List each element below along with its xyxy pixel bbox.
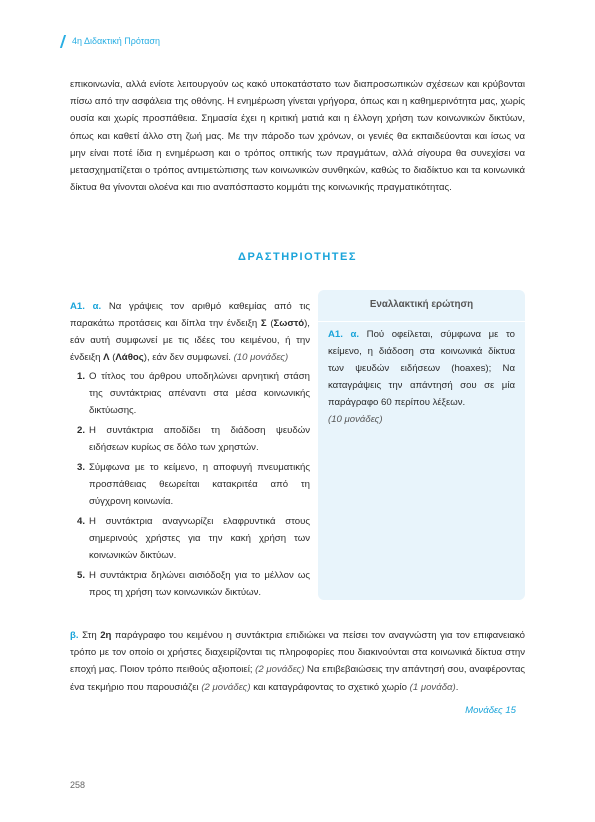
total-marks: Μονάδες 15 [465,705,516,716]
question-b [70,627,525,696]
question-a1-marks: (10 μονάδες) [233,352,289,363]
alternative-question-body [318,322,525,428]
true-letter: Σ [260,318,267,329]
q-text-2: ( [266,318,274,329]
item-number: 4. [77,516,86,527]
list-item [70,513,310,564]
alternative-question-title: Εναλλακτική ερώτηση [318,290,525,322]
item-text: Ο τίτλος του άρθρου υποδηλώνει αρνητική στάση της συντάκτριας απέναντι στα μέσα κοινωνικής δικτύωσης. [89,371,310,416]
list-item [70,567,310,601]
question-a1 [70,298,310,604]
b-text-2: παράγραφο του κειμένου η συντάκτρια επιδιώκει να πείσει τον αναγνώστη για τον επιφανειακό τρόπο με τον οποίο οι χρήστες διαχειρίζονται τις πληροφορίες που διακινούνται στα κοινωνικά δίκτυα στην εποχή μας. Ποιον τρόπο πειθούς αξιοποιεί; [70,630,525,676]
intro-paragraph: επικοινωνία, αλλά ενίοτε λειτουργούν ως κακό υποκατάστατο των διαπροσωπικών σχέσεων και κρύβονται πίσω από την ασφάλεια της οθόνης. Η ενημέρωση γίνεται γρήγορα, όπως και η καθημερινότητα μας, χωρίς ουσία και χωρίς προσπάθεια. Σημασία έχει η κριτική ματιά και η έλλογη χρήση των κοινωνικών δικτύων, όπως και καθετί άλλο στη ζωή μας. Με την πάροδο των χρόνων, οι γενιές θα εκπαιδεύονται και ίσως να μην είναι ποτέ ίδια η ενημέρωση και ο τρόπος οπτικής των πραγμάτων, αλλά σίγουρα θα συνεχίσει να μετασχηματίζεται ο τρόπος αντιμετώπισης των κοινωνικών συνθηκών, καθώς το διαδίκτυο και τα κοινωνικά δίκτυα θα γίνονται ολοένα και πιο αναπόσπαστο κομμάτι της κοινωνικής πραγματικότητας. [70,79,525,194]
true-word: Σωστό [273,318,305,329]
item-number: 1. [77,371,86,382]
list-item [70,422,310,456]
alternative-question-label: Α1. α. [328,329,360,340]
b-marks-2: (2 μονάδες) [201,681,251,693]
item-number: 3. [77,462,86,473]
question-a1-prompt [70,298,310,366]
b-text-4: και καταγράφοντας το σχετικό χωρίο [250,681,410,693]
header-accent-bar [60,35,66,48]
false-word: Λάθος [115,352,144,363]
q-text-1: Να γράψεις τον αριθμό καθεμίας από τις παρακάτω προτάσεις και δίπλα την ένδειξη [70,301,310,329]
b-marks-1: (2 μονάδες) [255,664,305,676]
statement-list [70,368,310,601]
b-marks-3: (1 μονάδα) [409,681,456,693]
list-item [70,368,310,419]
b-paragraph-ref: 2η [100,630,112,641]
b-text-1: Στη [82,630,101,641]
question-a1-label: Α1. α. [70,301,102,312]
item-number: 5. [77,570,86,581]
q-text-4: ( [109,352,116,363]
item-text: Η συντάκτρια αναγνωρίζει ελαφρυντικά στους σημερινούς χρήστες για την κακή χρήση των κοινωνικών δικτύων. [89,516,310,561]
alternative-question-box [318,290,525,600]
item-text: Η συντάκτρια δηλώνει αισιόδοξη για το μέλλον ως προς τη χρήση των κοινωνικών δικτύων. [89,570,310,598]
question-b-label: β. [70,630,79,641]
false-letter: Λ [103,352,110,363]
list-item [70,459,310,510]
b-text-3: Να επιβεβαιώσεις την απάντησή σου, αναφέροντας ένα τεκμήριο που παρουσιάζει [70,664,526,693]
b-text-5: . [455,681,459,693]
q-text-5: ), εάν δεν συμφωνεί. [143,352,234,363]
q-text-3: ), εάν αυτή συμφωνεί με τις ιδέες του κειμένου, ή την ένδειξη [70,318,310,363]
alternative-question-marks: (10 μονάδες) [328,414,383,425]
alternative-question-text: Πού οφείλεται, σύμφωνα με το κείμενο, η διάδοση στα κοινωνικά δίκτυα των ψευδών ειδήσεων (hoaxes); Να καταγράψεις την απάντησή σου σε μία παράγραφο 60 περίπου λέξεων. [328,329,515,408]
item-text: Σύμφωνα με το κείμενο, η αποφυγή πνευματικής προσπάθειας θεωρείται κατακριτέα από τη σύγχρονη κοινωνία. [89,462,310,507]
section-title: ΔΡΑΣΤΗΡΙΟΤΗΤΕΣ [238,251,357,263]
item-number: 2. [77,425,86,436]
item-text: Η συντάκτρια αποδίδει τη διάδοση ψευδών ειδήσεων κυρίως σε δόλο των χρηστών. [89,425,310,453]
page-number: 258 [70,780,86,790]
header-label: 4η Διδακτική Πρόταση [72,36,160,46]
